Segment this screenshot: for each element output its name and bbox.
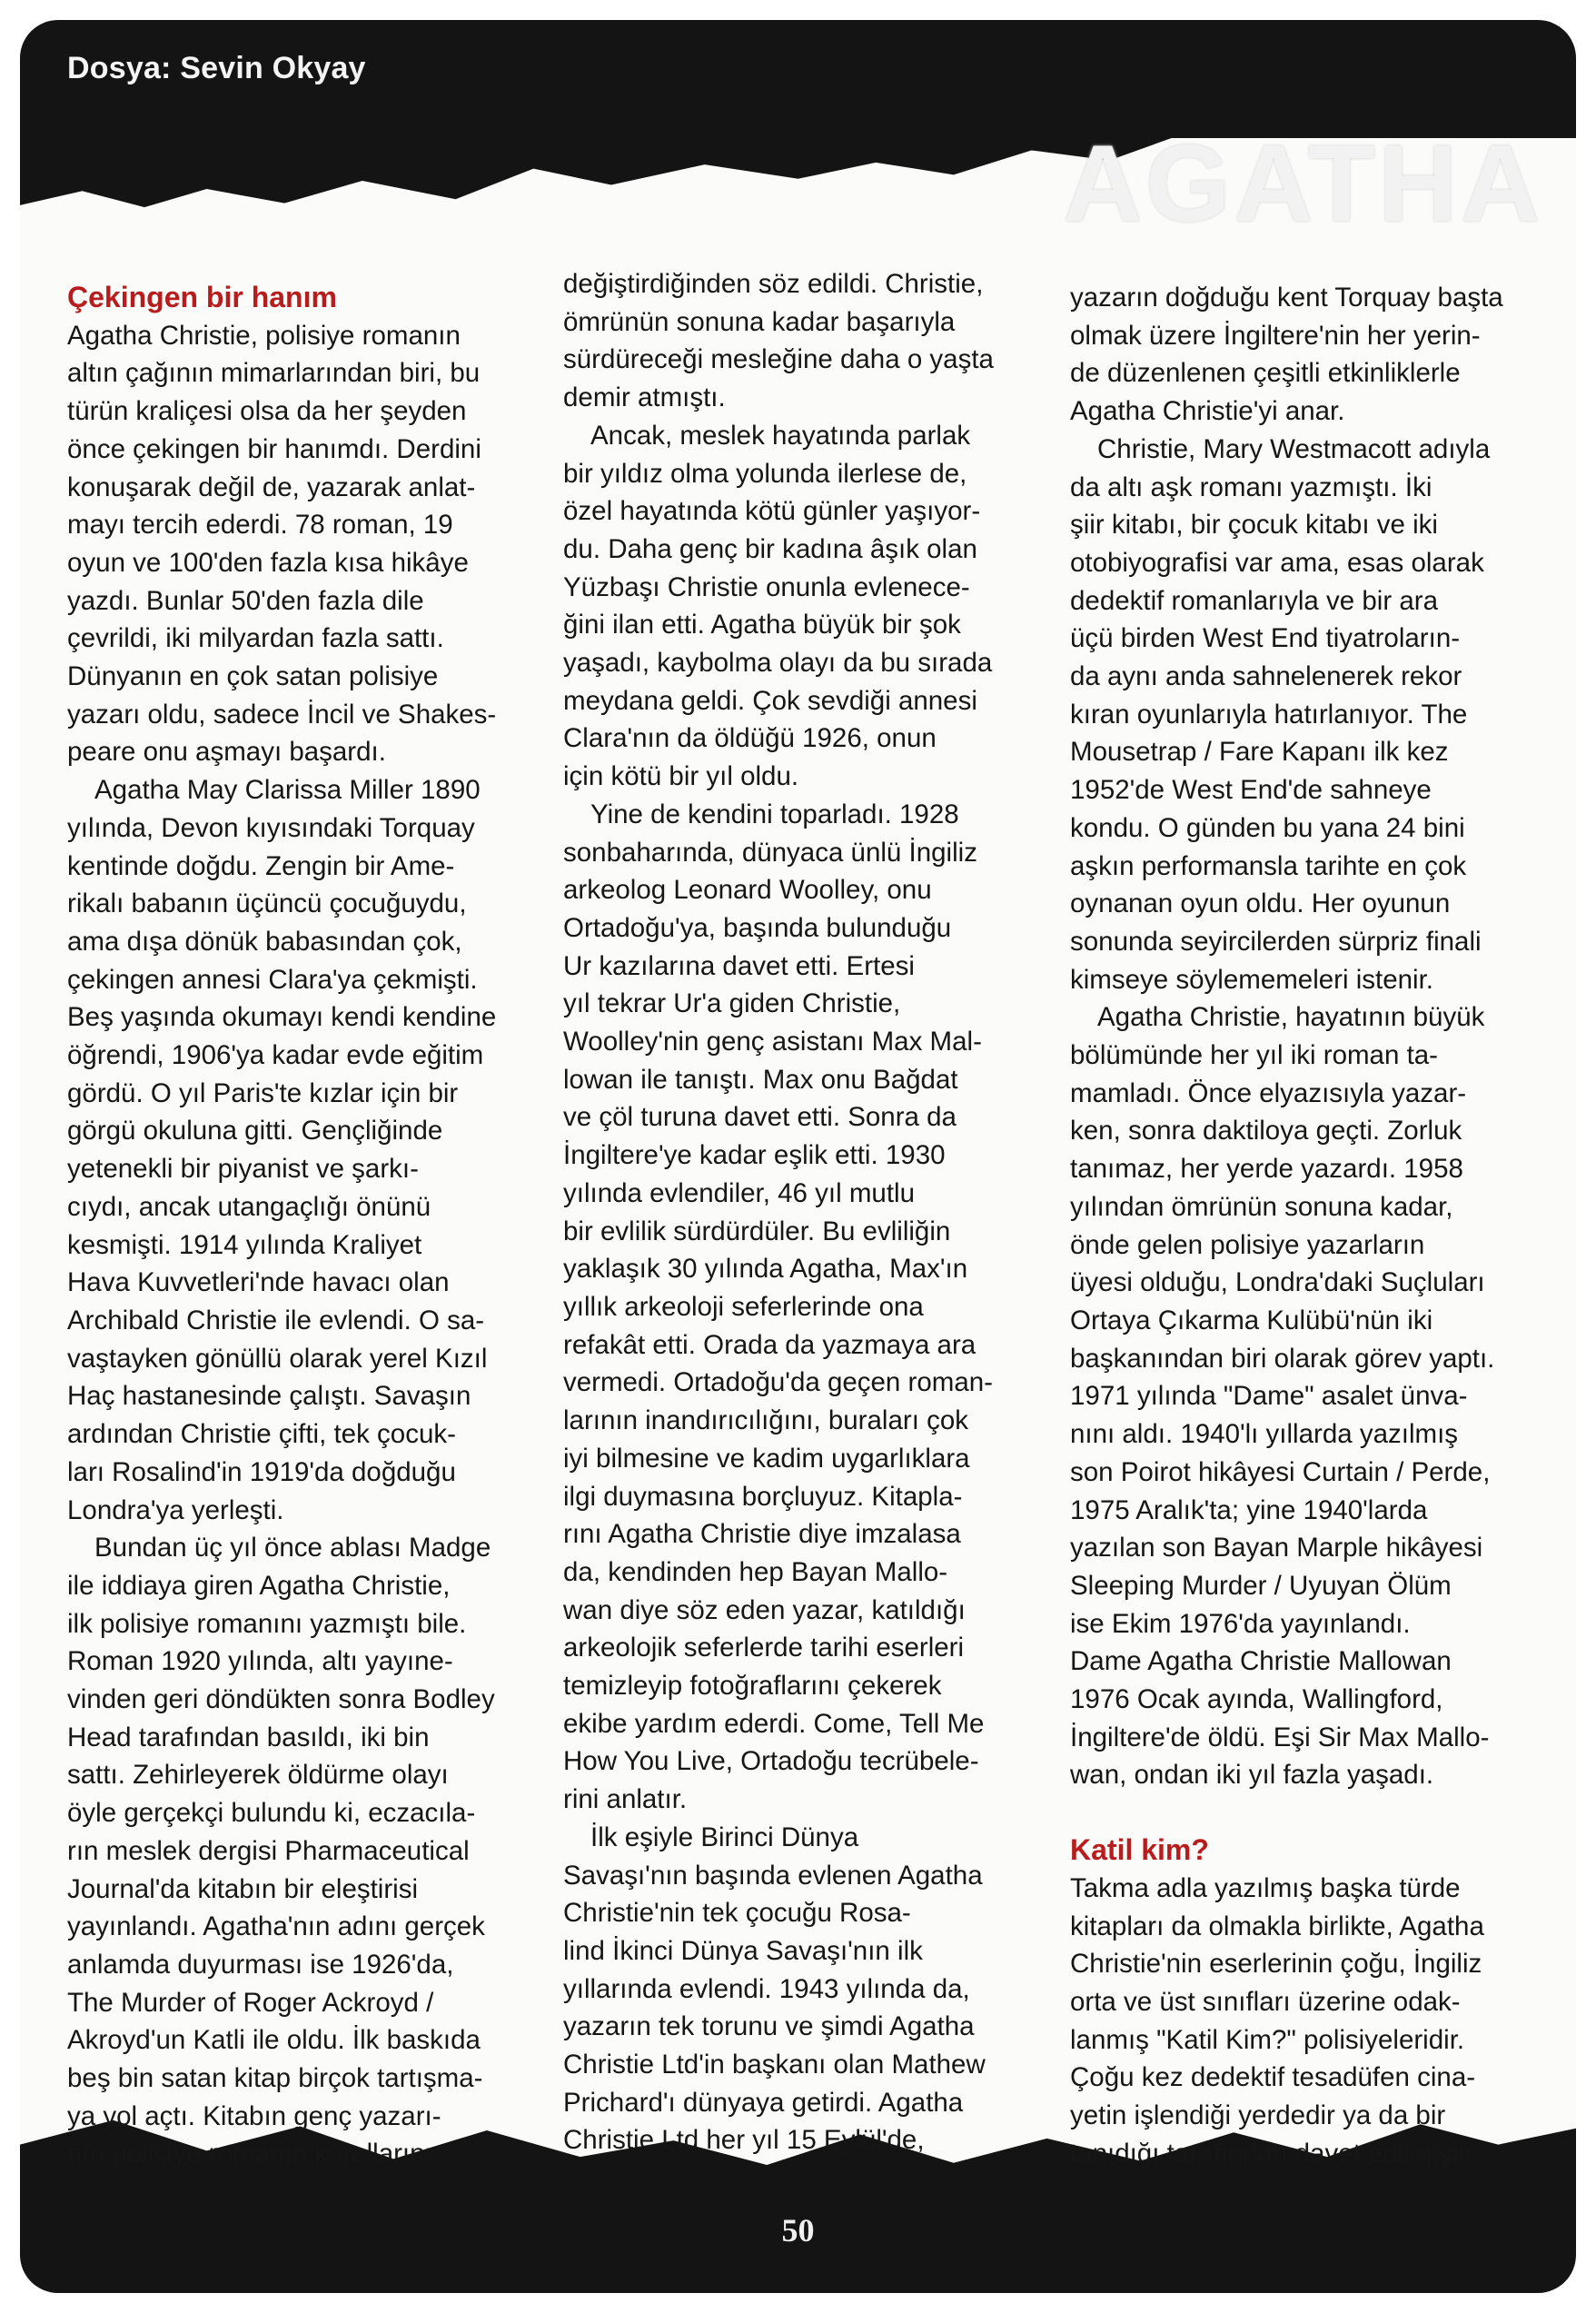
section-label: Dosya: Sevin Okyay bbox=[67, 51, 366, 85]
paragraph: yazarın doğduğu kent Torquay başta olmak üzere İngiltere'nin her yerin- de düzenlenen çeşitli etkinliklerle Agatha Christie'yi anar. bbox=[1070, 283, 1503, 427]
paragraph: Ancak, meslek hayatında parlak bir yıldız olma yolunda ilerlese de, özel hayatında kötü günler yaşıyor- du. Daha genç bir kadına âşık olan Yüzbaşı Christie onunla evlenece- ğini ilan etti. Agatha büyük bir şok yaşadı, kaybolma olayı da bu sırada meydana geldi. Çok sevdiği annesi Clara'nın da öldüğü 1926, onun için kötü bir yıl oldu. bbox=[563, 420, 993, 792]
section-heading: Katil kim? bbox=[1070, 1833, 1209, 1867]
section-heading: Çekingen bir hanım bbox=[67, 281, 337, 313]
text-column-3 bbox=[1070, 279, 1538, 2172]
paragraph: Takma adla yazılmış başka türde kitapları da olmakla birlikte, Agatha Christie'nin eserlerinin çoğu, İngiliz orta ve üst sınıfları üzerine odak- lanmış "Katil Kim?" polisiyeleridir. Çoğu kez dedektif tesadüfen cina- yetin işlendiği yerdedir ya da bir tanıdığı tarafından davet edilmiştir. bbox=[1070, 1872, 1484, 2169]
paragraph: Christie, Mary Westmacott adıyla da altı aşk romanı yazmıştı. İki şiir kitabı, bir çocuk kitabı ve iki otobiyografisi var ama, esas olarak dedektif romanlarıyla ve bir ara üçü birden West End tiyatroların- da aynı anda sahnelenerek rekor kıran oyunlarıyla hatırlanıyor. The Mousetrap / Fare Kapanı ilk kez 1952'de West End'de sahneye kondu. O günden bu yana 24 bini aşkın performansla tarihte en çok oynanan oyun oldu. Her oyunun sonunda seyircilerden sürpriz finali kimseye söylememeleri istenir. bbox=[1070, 433, 1491, 995]
paragraph: Bundan üç yıl önce ablası Madge ile iddiaya giren Agatha Christie, ilk polisiye romanını yazmıştı bile. Roman 1920 yılında, altı yayıne- vinden geri döndükten sonra Bodley Head tarafından basıldı, iki bin sattı. Zehirleyerek öldürme olayı öyle gerçekçi bulundu ki, eczacıla- rın meslek dergisi Pharmaceutical Journal'da kitabın bir eleştirisi yayınlandı. Agatha'nın adını gerçek anlamda duyurması ise 1926'da, The Murder of Roger Ackroyd / Akroyd'un Katli ile oldu. İlk baskıda beş bin satan kitap birçok tartışma- ya yol açtı. Kitabın genç yazarı- nın polisiye romanın kurallarını bbox=[67, 1533, 495, 2169]
text-column-1 bbox=[67, 279, 535, 2173]
paragraph: Agatha May Clarissa Miller 1890 yılında, Devon kıyısındaki Torquay kentinde doğdu. Zengin bir Ame- rikalı babanın üçüncü çocuğuydu, ama dışa dönük babasından çok, çekingen annesi Clara'ya çekmişti. Beş yaşında okumayı kendi kendine öğrendi, 1906'ya kadar evde eğitim gördü. O yıl Paris'te kızlar için bir görgü okuluna gitti. Gençliğinde yetenekli bir piyanist ve şarkı- cıydı, ancak utangaçlığı önünü kesmişti. 1914 yılında Kraliyet Hava Kuvvetleri'nde havacı olan Archibald Christie ile evlendi. O sa- vaştayken gönüllü olarak yerel Kızıl Haç hastanesinde çalıştı. Savaşın ardından Christie çifti, tek çocuk- ları Rosalind'in 1919'da doğduğu Londra'ya yerleşti. bbox=[67, 775, 497, 1525]
article-title: AGATHA bbox=[1063, 123, 1543, 244]
paragraph: değiştirdiğinden söz edildi. Christie, ömrünün sonuna kadar başarıyla sürdüreceği mesleğine daha o yaşta demir atmıştı. bbox=[563, 269, 994, 413]
paragraph: İlk eşiyle Birinci Dünya Savaşı'nın başında evlenen Agatha Christie'nin tek çocuğu Rosa- lind İkinci Dünya Savaşı'nın ilk yıllarında evlendi. 1943 yılında da, yazarın tek torunu ve şimdi Agatha Christie Ltd'in başkanı olan Mathew Prichard'ı dünyaya getirdi. Agatha Christie Ltd her yıl 15 Eylül'de, bbox=[563, 1822, 986, 2156]
text-column-2 bbox=[563, 265, 1031, 2159]
page-number: 50 bbox=[781, 2212, 815, 2248]
magazine-page bbox=[20, 20, 1576, 2293]
paragraph: Agatha Christie, hayatının büyük bölümünde her yıl iki roman ta- mamladı. Önce elyazısıyla yazar- ken, sonra daktiloya geçti. Zorluk tanımaz, her yerde yazardı. 1958 yılından ömrünün sonuna kadar, önde gelen polisiye yazarların üyesi olduğu, Londra'daki Suçluları Ortaya Çıkarma Kulübü'nün iki başkanından biri olarak görev yaptı. 1971 yılında "Dame" asalet ünva- nını aldı. 1940'lı yıllarda yazılmış son Poirot hikâyesi Curtain / Perde, 1975 Aralık'ta; yine 1940'larda yazılan son Bayan Marple hikâyesi Sleeping Murder / Uyuyan Ölüm ise Ekim 1976'da yayınlandı. Dame Agatha Christie Mallowan 1976 Ocak ayında, Wallingford, İngiltere'de öldü. Eşi Sir Max Mallo- wan, ondan iki yıl fazla yaşadı. bbox=[1070, 1002, 1495, 1791]
paragraph: Agatha Christie, polisiye romanın altın çağının mimarlarından biri, bu türün kraliçesi olsa da her şeyden önce çekingen bir hanımdı. Derdini konuşarak değil de, yazarak anlat- mayı tercih ederdi. 78 roman, 19 oyun ve 100'den fazla kısa hikâye yazdı. Bunlar 50'den fazla dile çevrildi, iki milyardan fazla sattı. Dünyanın en çok satan polisiye yazarı oldu, sadece İncil ve Shakes- peare onu aşmayı başardı. bbox=[67, 320, 497, 768]
paragraph: Yine de kendini toparladı. 1928 sonbaharında, dünyaca ünlü İngiliz arkeolog Leonard Woolley, onu Ortadoğu'ya, başında bulunduğu Ur kazılarına davet etti. Ertesi yıl tekrar Ur'a giden Christie, Woolley'nin genç asistanı Max Mal- lowan ile tanıştı. Max onu Bağdat ve çöl turuna davet etti. Sonra da İngiltere'ye kadar eşlik etti. 1930 yılında evlendiler, 46 yıl mutlu bir evlilik sürdürdüler. Bu evliliğin yaklaşık 30 yılında Agatha, Max'ın yıllık arkeoloji seferlerinde ona refakât etti. Orada da yazmaya ara vermedi. Ortadoğu'da geçen roman- larının inandırıcılığını, buraları çok iyi bilmesine ve kadim uygarlıklara ilgi duymasına borçluyuz. Kitapla- rını Agatha Christie diye imzalasa da, kendinden hep Bayan Mallo- wan diye söz eden yazar, katıldığı arkeolojik seferlerde tarihi eserleri temizleyip fotoğraflarını çekerek ekibe yardım ederdi. Come, Tell Me How You Live, Ortadoğu tecrübele- rini anlatır. bbox=[563, 799, 993, 1815]
